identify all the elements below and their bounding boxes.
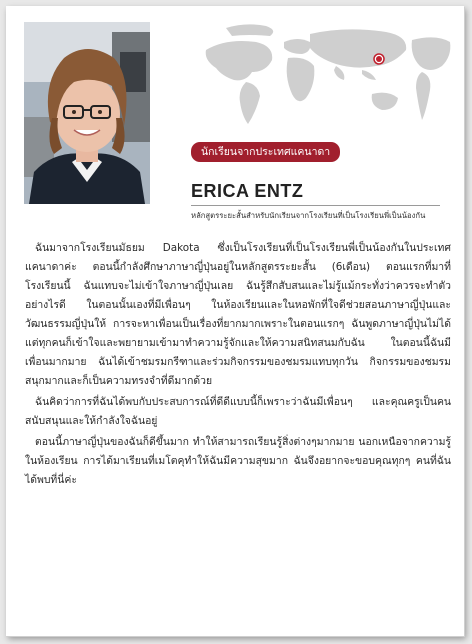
program-subtitle: หลักสูตรระยะสั้นสำหรับนักเรียนจากโรงเรียนที่เป็นโรงเรียนพี่เป็นน้องกัน bbox=[191, 211, 426, 220]
world-map bbox=[186, 20, 454, 136]
location-marker-dot bbox=[376, 56, 382, 62]
student-photo bbox=[24, 22, 150, 204]
nationality-tag: นักเรียนจากประเทศแคนาดา bbox=[191, 142, 340, 162]
portrait-illustration bbox=[24, 22, 150, 204]
paragraph-1: ฉันมาจากโรงเรียนมัธยม Dakota ซึ่งเป็นโรงเรียนที่เป็นโรงเรียนพี่เป็นน้องกันในประเทศแคนาดาค่ะ ตอนนี้กำลังศึกษาภาษาญี่ปุ่นอยู่ในหลักสูตรระยะสั้น (6เดือน) ตอนแรกที่มาที่โรงเรียนนี้ ฉันแทบจะไม่เข้าใจภาษาญี่ปุ่นเลย ฉันรู้สึกสับสนและไม่รู้แม้กระทั่งว่าควรจะทำตัวอย่างไรดี ในตอนนั้นเองที่มีเพื่อนๆ ในห้องเรียนและในหอพักที่ใจดีช่วยสอนภาษาญี่ปุ่นและวัฒนธรรมญี่ปุ่นให้ การจะหาเพื่อนเป็นเรื่องที่ยากมากเพราะในตอนแรกๆ ฉันพูดภาษาญี่ปุ่นไม่ได้ แต่ทุกคนก็เข้าใจและพยายามเข้ามาทำความรู้จักและให้ความสนิทสนมกับฉัน ในตอนนี้ฉันมีเพื่อนมากมาย ฉันได้เข้าชมรมกรีฑาและร่วมกิจกรรมของชมรมแทบทุกวัน กิจกรรมของชมรมสนุกมากและก็เป็นความทรงจำที่ดีมากด้วย bbox=[25, 242, 451, 387]
profile-page bbox=[6, 6, 464, 636]
article-body bbox=[25, 239, 451, 492]
student-name: ERICA ENTZ bbox=[191, 181, 304, 201]
location-marker bbox=[186, 20, 454, 136]
paragraph-3: ตอนนี้ภาษาญี่ปุ่นของฉันก็ดีขึ้นมาก ทำให้สามารถเรียนรู้สิ่งต่างๆมากมาย นอกเหนือจากความรู้ในห้องเรียน การได้มาเรียนที่เมโตคุทำให้ฉันมีความสุขมาก ฉันจึงอยากจะขอบคุณทุกๆ คนที่ฉันได้พบที่นี่ค่ะ bbox=[25, 436, 451, 486]
paragraph-2: ฉันคิดว่าการที่ฉันได้พบกับประสบการณ์ที่ดีดีแบบนี้ก็เพราะว่าฉันมีเพื่อนๆ และคุณครูเป็นคนสนับสนุนและให้กำลังใจฉันอยู่ bbox=[25, 396, 451, 427]
name-divider bbox=[191, 205, 440, 206]
